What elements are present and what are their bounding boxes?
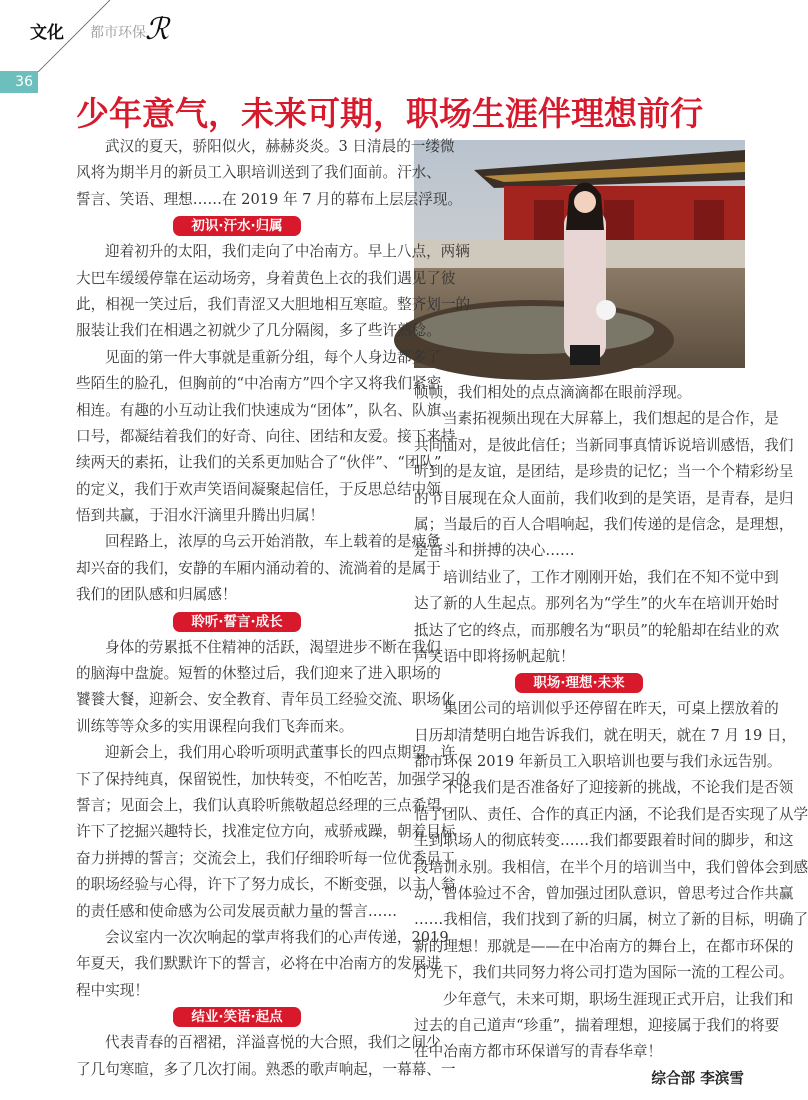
text-line-content: 的职场经验与心得，许下了努力成长，不断变强，以主人翁 [76,876,456,894]
text-line-content: 是奋斗和拼搏的决心…… [414,542,575,560]
text-line [414,696,779,722]
text-line [76,345,441,371]
subheading: 职场·理想·未来 [515,673,643,693]
text-line-content: 却兴奋的我们，安静的车厢内涌动着的、流淌着的是属于 [76,559,441,577]
text-line-content: 饕餮大餐，迎新会、安全教育、青年员工经验交流、职场化 [76,691,456,709]
subheading: 结业·笑语·起点 [173,1007,301,1027]
text-line-content: 了几句寒暄，多了几次打闹。熟悉的歌声响起，一幕幕、一 [76,1060,456,1078]
text-line-content: 集团公司的培训似乎还停留在昨天，可桌上摆放着的 [443,700,779,718]
text-line [414,987,794,1013]
text-line-content: 相连。有趣的小互动让我们快速成为“团体”，队名、队旗、 [76,401,456,419]
text-line [76,134,455,160]
text-line-content: 日历却清楚明白地告诉我们，就在明天，就在 7 月 19 日， [414,726,797,744]
text-line-content: 生到职场人的彻底转变……我们都要跟着时间的脚步，和这 [414,832,794,850]
text-line [76,398,456,424]
text-line [414,1013,780,1039]
text-line-content: ……我相信，我们找到了新的归属，树立了新的目标，明确了 [414,911,808,929]
text-line-content: 风将为期半月的新员工入职培训送到了我们面前。汗水、 [76,164,441,182]
text-line-content: 见面的第一件大事就是重新分组，每个人身边都多了 [105,348,441,366]
text-line-content: 共同面对，是彼此信任；当新同事真情诉说培训感悟，我们 [414,436,794,454]
text-line [414,459,794,485]
paragraph [76,134,463,213]
text-line-content: 下了保持纯真，保留锐性，加快转变，不怕吃苦，加强学习的 [76,770,471,788]
text-line [76,371,442,397]
paragraph [414,775,808,986]
paragraph [76,1030,456,1083]
text-line [414,881,794,907]
text-line-content: 段培训永别。我相信，在半个月的培训当中，我们曾体会到感 [414,858,808,876]
text-line-content: 新的理想！那就是——在中冶南方的舞台上，在都市环保的 [414,937,794,955]
page-number-box [0,71,38,93]
text-line [414,723,797,749]
paragraph [76,345,456,530]
text-line [414,802,808,828]
text-line [414,591,780,617]
subheading-wrap [76,609,398,635]
subheading-wrap [76,213,398,239]
text-line-content: 当素拓视频出现在大屏幕上，我们想起的是合作，是 [443,410,779,428]
text-line-content: 誓言；见面会上，我们认真聆听熊敬超总经理的三点希望， [76,796,456,814]
text-line [76,239,470,265]
text-line-content: 回程路上，浓厚的乌云开始消散，车上载着的是疲惫 [105,533,441,551]
text-line [76,187,463,213]
text-line-content: 大巴车缓缓停靠在运动场旁，身着黄色上衣的我们遇见了彼 [76,269,456,287]
right-column [414,380,808,1092]
text-line [414,1039,744,1087]
text-line [414,934,794,960]
text-line [76,978,398,1004]
text-line [76,767,471,793]
text-line-content: 口号，都凝结着我们的好奇、向往、团结和友爱。接下来持 [76,427,456,445]
text-line-content: 奋力拼搏的誓言；交流会上，我们仔细聆听每一位优秀员工 [76,849,456,867]
paragraph [414,380,744,406]
text-line-content: 我们的团队感和归属感！ [76,586,237,604]
text-line [76,846,456,872]
text-line-content: 悟到共赢，于泪水汗滴里升腾出归属！ [76,507,325,525]
text-line-content: 的定义，我们于欢声笑语间凝聚起信任，于反思总结中领 [76,480,441,498]
paragraph [414,987,794,1087]
text-line-content: 过去的自己道声“珍重”，揣着理想，迎接属于我们的将要 [414,1016,780,1034]
text-line-content: 的节目展现在众人面前，我们收到的是笑语，是青春，是归 [414,489,794,507]
text-line-content: 会议室内一次次响起的掌声将我们的心声传递，2019 [105,928,449,946]
text-line [76,477,441,503]
text-line [414,538,744,564]
text-line [414,775,794,801]
text-line [76,661,441,687]
paragraph [414,565,780,671]
text-line-content: 些陌生的脸孔，但胸前的“中冶南方”四个字又将我们紧密 [76,375,442,393]
text-line-content: 达了新的人生起点。那列名为“学生”的火车在培训开始时 [414,595,780,613]
text-line [76,872,456,898]
left-column [76,134,471,1083]
text-line-content: 都市环保 2019 年新员工入职培训也要与我们永远告别。 [414,753,782,771]
magazine-name: 都市环保 [90,25,146,41]
text-line-content: 帧帧，我们相处的点点滴滴都在眼前浮现。 [414,384,692,401]
paragraph [414,696,797,775]
text-line [76,556,441,582]
text-line [414,512,794,538]
text-line [414,960,794,986]
text-line [76,925,449,951]
section-label: 文化 [30,23,64,43]
text-line [76,899,398,925]
text-line-content: 少年意气，未来可期，职场生涯现正式开启，让我们和 [443,990,794,1008]
text-line-content: 程中实现！ [76,981,149,999]
subheading: 聆听·誓言·成长 [173,612,301,632]
text-line-content: 属；当最后的百人合唱响起，我们传递的是信念，是理想， [414,515,794,533]
text-line [76,450,442,476]
text-line-content: 动，曾体验过不舍，曾加强过团队意识，曾思考过合作共赢 [414,885,794,903]
text-line [414,380,744,406]
text-line [76,819,456,845]
text-line-content: 声笑语中即将扬帆起航！ [414,647,575,665]
text-line-content: 的脑海中盘旋。短暂的休整过后，我们迎来了进入职场的 [76,665,441,683]
text-line-content: 许下了挖掘兴趣特长，找准定位方向，戒骄戒躁，朝着目标 [76,823,456,841]
text-line [414,907,808,933]
text-line [414,644,744,670]
text-line-content: 此，相视一笑过后，我们青涩又大胆地相互寒暄。整齐划一的 [76,295,471,313]
text-line-content: 训练等等众多的实用课程向我们飞奔而来。 [76,717,354,735]
text-line [414,828,794,854]
text-line [76,714,398,740]
text-line [76,951,441,977]
text-line [76,582,398,608]
text-line [76,635,441,661]
text-line [76,424,456,450]
text-line [414,406,779,432]
paragraph [414,406,794,564]
text-line-content: 誓言、笑语、理想……在 2019 年 7 月的幕布上层层浮现。 [76,190,463,208]
subheading: 初识·汗水·归属 [173,216,301,236]
text-line [76,266,456,292]
page-number: 36 [15,74,33,90]
text-line-content: 的责任感和使命感为公司发展贡献力量的誓言…… [76,902,398,920]
text-line-content: 年夏天，我们默默许下的誓言，必将在中冶南方的发展进 [76,955,441,973]
text-line [76,318,441,344]
text-line-content: 服装让我们在相遇之初就少了几分隔阂，多了些许熟稔。 [76,322,441,340]
text-line [76,793,456,819]
paragraph [76,925,449,1004]
paragraph [76,635,456,741]
text-line [76,687,456,713]
text-line-content: 听到的是友谊，是团结，是珍贵的记忆；当一个个精彩纷呈 [414,463,794,481]
text-line-content: 不论我们是否准备好了迎接新的挑战，不论我们是否领 [443,779,794,797]
magazine-logo: ℛ [145,12,169,47]
text-line-content: 悟了团队、责任、合作的真正内涵，不论我们是否实现了从学 [414,805,808,823]
text-line [76,740,456,766]
header-divider-line [0,0,800,100]
text-line-content: 身体的劳累抵不住精神的活跃，渴望进步不断在我们 [105,638,441,656]
text-line-content: 抵达了它的终点，而那艘名为“职员”的轮船却在结业的欢 [414,621,780,639]
text-line-content: 在中冶南方都市环保谱写的青春华章！ [414,1043,663,1061]
text-line-content: 续两天的素拓，让我们的关系更加贴合了“伙伴”、“团队” [76,454,442,472]
text-line-content: 迎新会上，我们用心聆听项明武董事长的四点期望，许 [105,744,456,762]
text-line-content: 代表青春的百褶裙，洋溢喜悦的大合照，我们之间少 [105,1034,441,1052]
text-line [414,618,780,644]
text-line [76,160,441,186]
text-line [414,855,808,881]
paragraph [76,529,441,608]
article-title: 少年意气，未来可期，职场生涯伴理想前行 [76,94,703,133]
text-line [76,1057,456,1083]
subheading-wrap [414,670,744,696]
text-line-content: 迎着初升的太阳，我们走向了中冶南方。早上八点，两辆 [105,243,470,261]
text-line [414,749,782,775]
text-line [414,433,794,459]
text-line [76,503,398,529]
paragraph [76,239,471,345]
paragraph [76,740,471,925]
text-line [414,486,794,512]
byline: 综合部 李滨雪 [651,1069,744,1087]
text-line [76,1030,441,1056]
text-line-content: 灯光下，我们共同努力将公司打造为国际一流的工程公司。 [414,964,794,982]
text-line [76,292,471,318]
subheading-wrap [76,1004,398,1030]
text-line-content: 培训结业了，工作才刚刚开始，我们在不知不觉中到 [443,568,779,586]
text-line [76,529,441,555]
text-line-content: 武汉的夏天，骄阳似火，赫赫炎炎。3 日清晨的一缕微 [105,138,455,155]
text-line [414,565,779,591]
